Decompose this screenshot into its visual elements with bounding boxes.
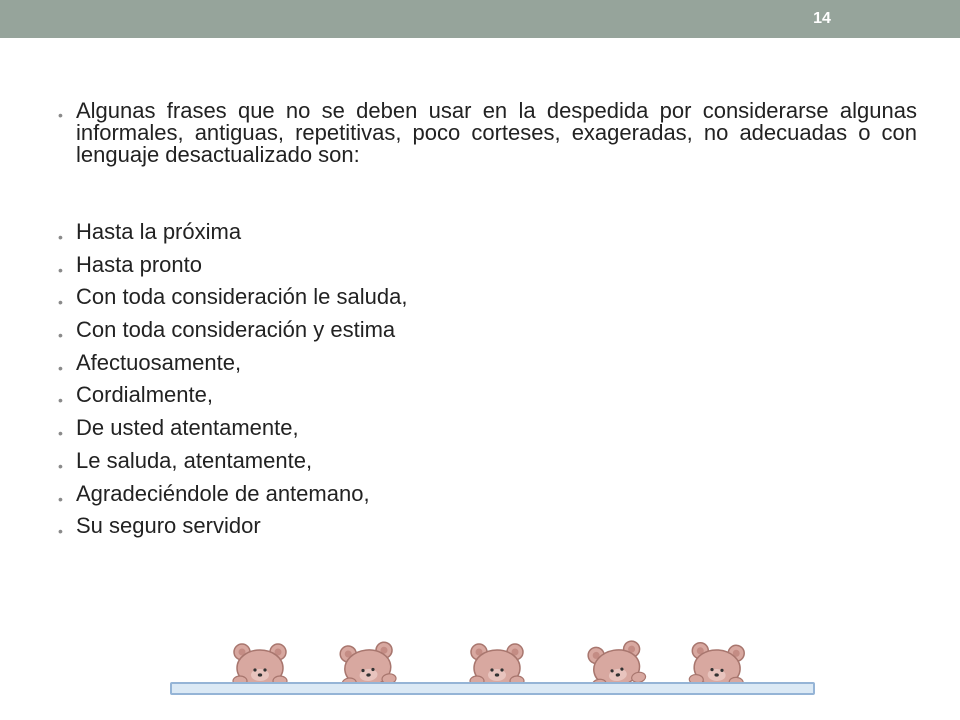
bullet-icon: • xyxy=(58,392,63,409)
list-item-text: Con toda consideración y estima xyxy=(76,317,396,343)
list-item xyxy=(56,415,917,442)
list-item xyxy=(56,382,917,409)
bear-icon xyxy=(233,644,287,686)
list-item-text: Le saluda, atentamente, xyxy=(76,447,313,473)
list-item xyxy=(56,284,917,311)
list-item xyxy=(56,513,917,540)
slide-number: 14 xyxy=(813,10,831,27)
bullet-icon: • xyxy=(58,107,63,123)
list-item xyxy=(56,251,917,278)
bullet-icon: • xyxy=(58,425,63,442)
bullet-icon: • xyxy=(58,359,63,376)
bullet-icon: • xyxy=(58,490,63,507)
bullet-icon: • xyxy=(58,229,63,245)
bullet-icon: • xyxy=(58,261,63,278)
bullet-icon: • xyxy=(58,457,63,474)
top-bar xyxy=(0,0,960,38)
intro-text: Algunas frases que no se deben usar en la despedida por considerarse algunas informales, antiguas, repetitivas, poco corteses, exageradas, no adecuadas o con lenguaje desactualizado son: xyxy=(76,98,917,167)
list-item-text: Afectuosamente, xyxy=(76,349,242,375)
bears-decoration xyxy=(170,640,815,700)
list-item-text: Hasta la próxima xyxy=(76,219,242,244)
list-item-text: Su seguro servidor xyxy=(76,513,261,539)
list-item-text: Cordialmente, xyxy=(76,382,213,408)
list-item xyxy=(56,480,917,507)
list-item xyxy=(56,447,917,474)
list-item xyxy=(56,317,917,344)
bear-icon xyxy=(470,644,524,686)
shelf xyxy=(170,682,815,695)
bears-illustration xyxy=(170,640,815,684)
bullet-icon: • xyxy=(58,523,63,540)
list-item-text: Hasta pronto xyxy=(76,251,202,277)
list-item xyxy=(56,349,917,376)
list-item-text: Con toda consideración le saluda, xyxy=(76,284,408,310)
bear-icon xyxy=(689,642,746,688)
list-item-text: De usted atentamente, xyxy=(76,415,299,441)
list-item xyxy=(56,221,917,243)
bullet-icon: • xyxy=(58,327,63,344)
slide-content xyxy=(56,100,917,548)
intro-paragraph xyxy=(56,100,917,166)
bullet-icon: • xyxy=(58,294,63,311)
list-item-text: Agradeciéndole de antemano, xyxy=(76,480,370,506)
